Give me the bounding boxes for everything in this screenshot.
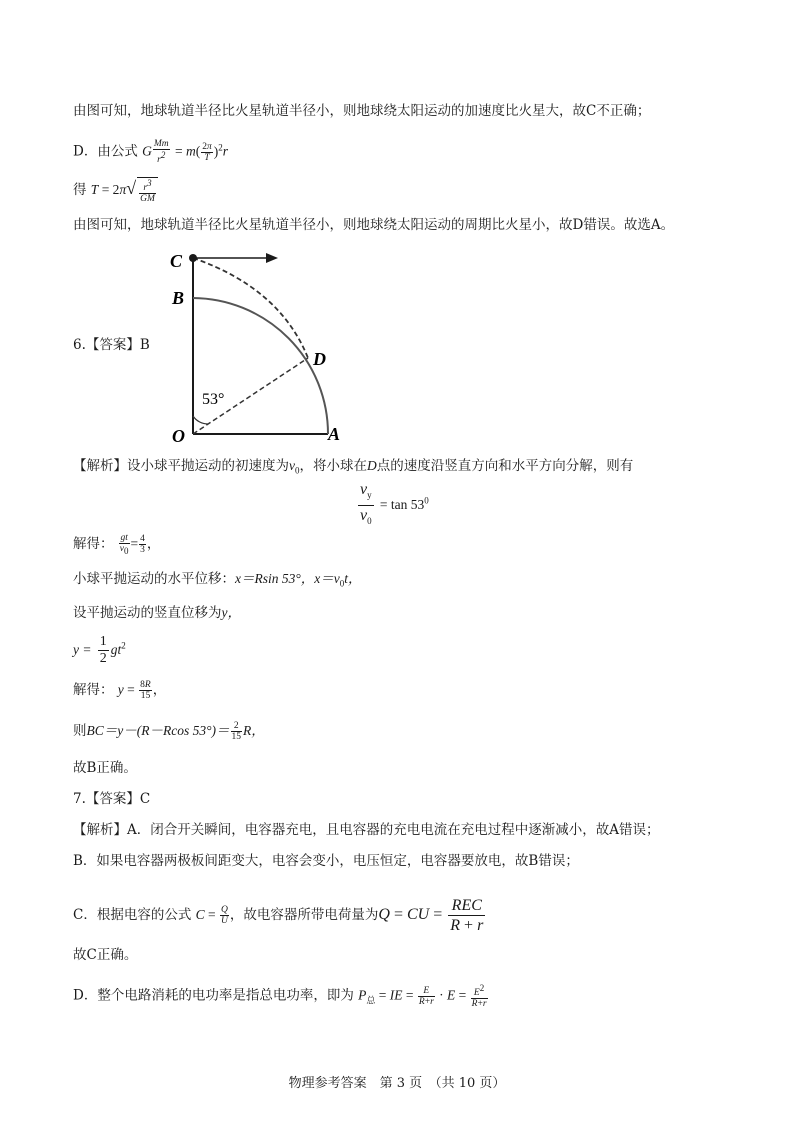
label-o: O <box>172 426 185 446</box>
answer-heading: 6.【答案】B <box>73 337 150 353</box>
angle-label: 53° <box>202 391 225 408</box>
formula-line: 得 T = 2π√ $\frac{r^3}{GM}$ <box>73 177 159 204</box>
text-line: 设平抛运动的竖直位移为y， <box>73 605 241 621</box>
formula-line: C．根据电容的公式 C = $\frac{Q}{U}$ ，故电容器所带电荷量为Q = CU = $\frac{\text{REC}}{R + r}$ <box>73 897 484 934</box>
formula-line: D．由公式 G $\frac{Mm}{r^2}$ = m( $\frac{2\pi}{T}$ )$^2$r <box>73 138 228 166</box>
angle-arc <box>193 416 208 424</box>
label-a: A <box>328 424 341 444</box>
arc-path <box>193 298 328 434</box>
formula-line: 解得： $\frac{gt}{v_0}$ = $\frac{4}{3}$ ， <box>73 533 161 556</box>
text-line: 故C正确。 <box>73 947 138 963</box>
formula-line: y = $\frac{1}{2}$ $gt^2$ <box>73 634 126 666</box>
text-line: 由图可知，地球轨道半径比火星轨道半径小，则地球绕太阳运动的加速度比火星大，故C不正确； <box>73 103 651 119</box>
answer-heading: 7.【答案】C <box>73 791 151 807</box>
text-line: B．如果电容器两极板间距变大，电容会变小，电压恒定，电容器要放电，故B错误； <box>73 853 579 869</box>
arrowhead-icon <box>266 253 278 263</box>
text-line: 【解析】设小球平抛运动的初速度为$v_0$，将小球在D点的速度沿竖直方向和水平方向分解，则有 <box>73 458 634 476</box>
projectile-diagram <box>160 248 360 448</box>
text-line: 小球平抛运动的水平位移：x＝Rsin 53°，$x=v_0t$， <box>73 571 362 589</box>
formula-line: D．整个电路消耗的电功率是指总电功率，即为 $P_总$ = IE = $\frac{E}{R+r}$ · E = $\frac{E^2}{R+r}$ <box>73 983 487 1010</box>
formula-line: 解得： y = $\frac{8R}{15}$ ， <box>73 680 167 701</box>
text-line: 故B正确。 <box>73 760 137 776</box>
label-c: C <box>170 251 183 271</box>
text-line: 由图可知，地球轨道半径比火星轨道半径小，则地球绕太阳运动的周期比火星小，故D错误。故选A。 <box>73 217 675 233</box>
tan-equation: $\frac{v_y}{v_0}$ = $\tan 53^0$ <box>360 481 429 527</box>
label-d: D <box>313 349 326 369</box>
formula-line: 则BC＝y－(R－Rcos 53°)＝ $\frac{2}{15}$ R， <box>73 721 265 742</box>
label-b: B <box>172 288 185 308</box>
page-footer: 物理参考答案 第 3 页 （共 10 页） <box>288 1076 506 1091</box>
text-line: 【解析】A．闭合开关瞬间，电容器充电，且电容器的充电电流在充电过程中逐渐减小，故A错误； <box>73 822 660 838</box>
trajectory-curve <box>193 258 308 358</box>
